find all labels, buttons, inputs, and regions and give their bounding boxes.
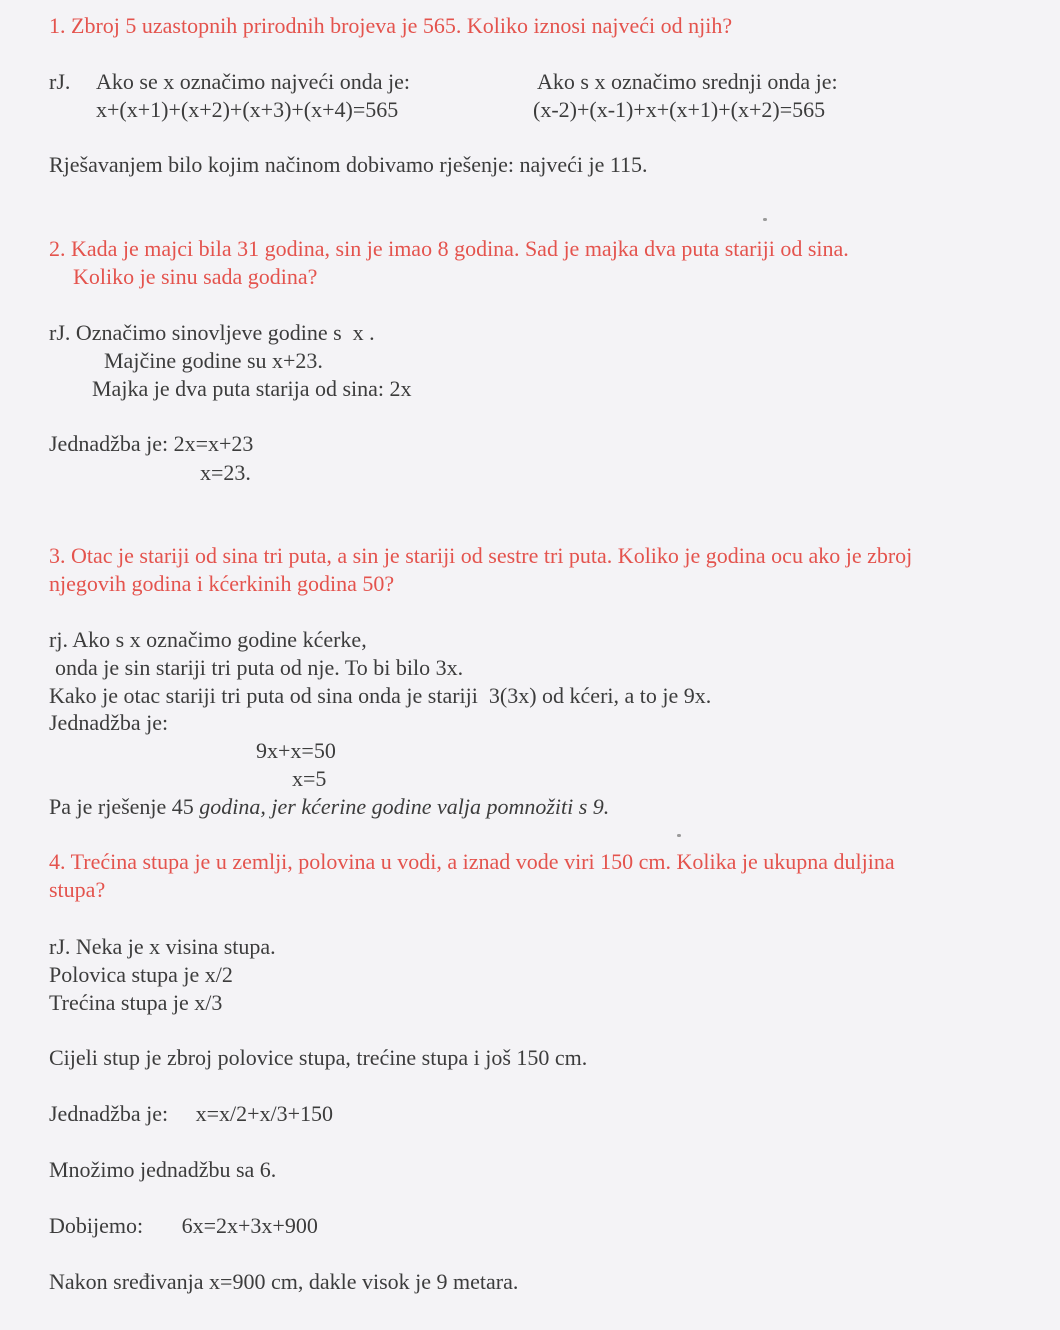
problem-2-solution: x=23.	[200, 460, 251, 485]
problem-3-conclusion	[49, 793, 609, 821]
problem-4-conclusion: Nakon sređivanja x=900 cm, dakle visok je 9 metara.	[49, 1269, 519, 1294]
problem-4-result-step: Dobijemo: 6x=2x+3x+900	[49, 1213, 318, 1238]
problem-2-question-line-2: Koliko je sinu sada godina?	[73, 264, 318, 289]
problem-1-right-equation: (x-2)+(x-1)+x+(x+1)+(x+2)=565	[533, 97, 826, 122]
problem-2-answer-line-3: Majka je dva puta starija od sina: 2x	[92, 376, 412, 401]
problem-3-answer-line-3: Kako je otac stariji tri puta od sina onda je stariji 3(3x) od kćeri, a to je 9x.	[49, 683, 712, 708]
problem-1-left-equation: x+(x+1)+(x+2)+(x+3)+(x+4)=565	[96, 97, 399, 122]
problem-1-right-intro: Ako s x označimo srednji onda je:	[537, 69, 838, 94]
problem-3-conclusion-text: Pa je rješenje 45 godina, jer kćerine godine valja pomnožiti s 9.	[49, 794, 610, 819]
problem-3-answer-line-2: onda je sin stariji tri puta od nje. To bi bilo 3x.	[55, 655, 464, 680]
problem-4-answer-line-1: rJ. Neka je x visina stupa.	[49, 934, 276, 959]
scan-speck	[763, 218, 767, 221]
problem-4-equation: Jednadžba je: x=x/2+x/3+150	[49, 1101, 334, 1126]
problem-2-answer-line-2: Majčine godine su x+23.	[104, 348, 323, 373]
problem-1-answer-prefix: rJ.	[49, 69, 71, 94]
problem-4-answer-line-4: Cijeli stup je zbroj polovice stupa, trećine stupa i još 150 cm.	[49, 1045, 588, 1070]
problem-4-answer-line-3: Trećina stupa je x/3	[49, 990, 223, 1015]
problem-4-answer-line-2: Polovica stupa je x/2	[49, 962, 233, 987]
problem-3-question-line-1: 3. Otac je stariji od sina tri puta, a sin je stariji od sestre tri puta. Koliko je godina ocu ako je zbroj	[49, 543, 913, 568]
problem-1-left-intro: Ako se x označimo najveći onda je:	[96, 69, 411, 94]
problem-2-question-line-1: 2. Kada je majci bila 31 godina, sin je imao 8 godina. Sad je majka dva puta stariji od sina.	[49, 236, 849, 261]
problem-4-question-line-1: 4. Trećina stupa je u zemlji, polovina u vodi, a iznad vode viri 150 cm. Kolika je ukupna duljina	[49, 849, 895, 874]
problem-3-answer-line-1: rj. Ako s x označimo godine kćerke,	[49, 627, 367, 652]
problem-3-equation-label: Jednadžba je:	[49, 710, 169, 735]
problem-3-equation: 9x+x=50	[256, 738, 336, 763]
problem-3-solution: x=5	[292, 766, 327, 791]
problem-4-multiply-step: Množimo jednadžbu sa 6.	[49, 1157, 277, 1182]
problem-1-question: 1. Zbroj 5 uzastopnih prirodnih brojeva je 565. Koliko iznosi najveći od njih?	[49, 13, 733, 38]
scan-speck	[677, 834, 681, 837]
problem-2-equation: Jednadžba je: 2x=x+23	[49, 431, 254, 456]
problem-1-conclusion: Rješavanjem bilo kojim načinom dobivamo rješenje: najveći je 115.	[49, 152, 648, 177]
problem-2-answer-line-1: rJ. Označimo sinovljeve godine s x .	[49, 320, 375, 345]
problem-4-question-line-2: stupa?	[49, 877, 106, 902]
problem-3-question-line-2: njegovih godina i kćerkinih godina 50?	[49, 571, 395, 596]
